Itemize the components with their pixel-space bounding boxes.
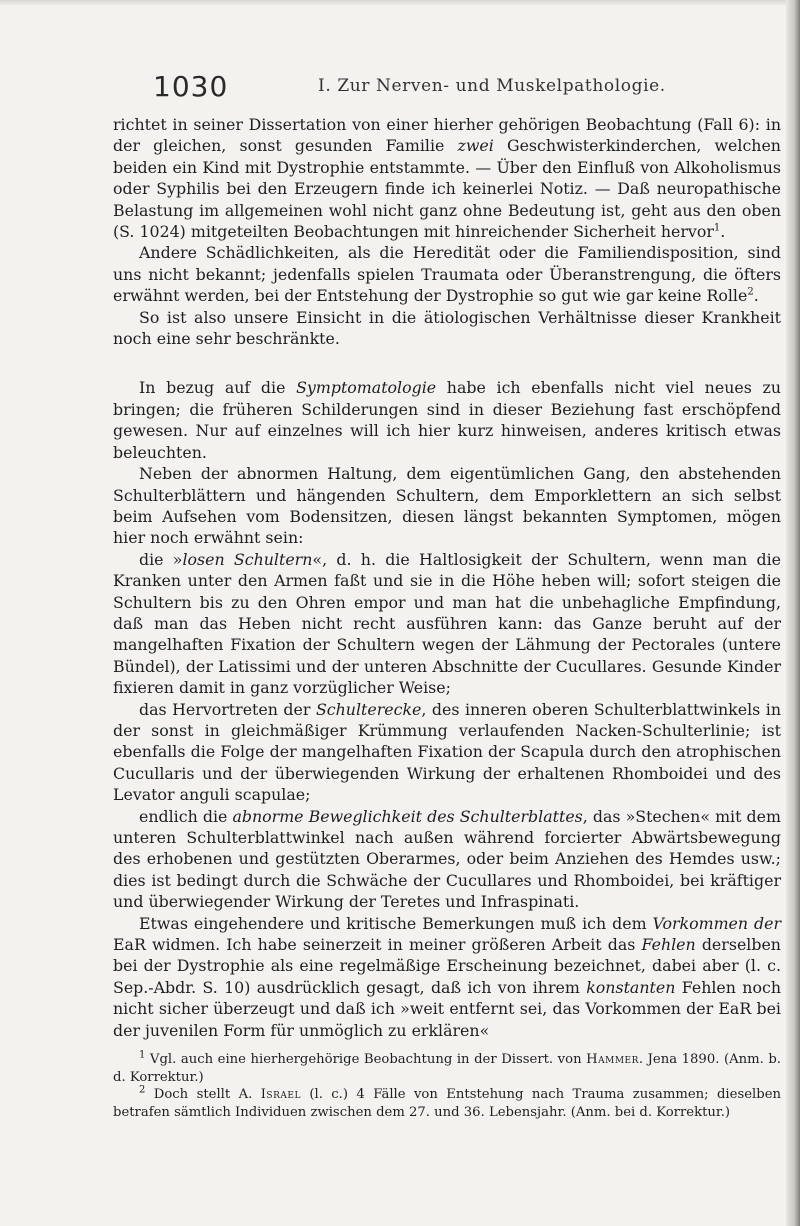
footnote-ref: 2 xyxy=(747,286,754,298)
book-spine-edge xyxy=(786,0,800,1226)
text-run: , des inneren oberen Schulterblattwinkels in der sonst in gleichmäßiger Krümmung verlaufenden Nacken-Schulterlinie; ist ebenfalls die Folge der mangelhaften Fixation der Scapula durch den atrophischen Cucullaris und der überwiegenden Wirkung der erhaltenen Rhomboidei und des Levator anguli scapulae; xyxy=(113,699,781,805)
book-page xyxy=(113,70,781,1121)
text-run: «, d. h. die Haltlosigkeit der Schultern, wenn man die Kranken unter den Armen faßt und sie in die Höhe heben will; sofort steigen die Schultern bis zu den Ohren empor und man hat die unbehagliche Empfindung, daß man das Heben nicht recht ausführen kann: das Ganze beruht auf der mangelhaften Fixation der Schultern wegen der Lähmung der Pectorales (untere Bündel), der Latissimi und der unteren Abschnitte der Cucullares. Gesunde Kinder fixieren damit in ganz vorzüglicher Weise; xyxy=(113,549,781,698)
footnote-2 xyxy=(113,1086,781,1121)
text-run: Geschwisterkinderchen, welchen beiden ein Kind mit Dystrophie entstammte. — Über den Einfluß von Alkoholismus oder Syphilis bei den Erzeugern finde ich keinerlei Notiz. — Daß neuropathische Belastung im allgemeinen wohl nicht ganz ohne Bedeutung ist, geht aus den oben (S. 1024) mitgeteilten Beobachtungen mit hinreichender Sicherheit hervor xyxy=(113,136,781,242)
running-head: I. Zur Nerven- und Muskelpathologie. xyxy=(318,76,666,96)
text-run: habe ich ebenfalls nicht viel neues zu bringen; die früheren Schilderungen sind in dieser Beziehung fast erschöpfend gewesen. Nur auf einzelnes will ich hier kurz hinweisen, anderes kritisch etwas beleuchten. xyxy=(113,378,781,462)
text-run: derselben bei der Dystrophie als eine regelmäßige Erscheinung bezeichnet, dabei aber (l. c. Sep.-Abdr. S. 10) ausdrücklich gesagt, daß ich von ihrem xyxy=(113,935,781,997)
page-top-shadow xyxy=(0,0,800,6)
footnote-mark: 2 xyxy=(139,1084,146,1096)
paragraph-4 xyxy=(113,377,781,463)
text-run: Andere Schädlichkeiten, als die Heredität oder die Familiendisposition, sind uns nicht bekannt; jedenfalls spielen Traumata oder Überanstrengung, die öfters erwähnt werden, bei der Entstehung der Dystrophie so gut wie gar keine Rolle xyxy=(113,243,781,306)
emphasis: Vorkommen der xyxy=(652,913,781,933)
paragraph-3: So ist also unsere Einsicht in die ätiologischen Verhältnisse dieser Krankheit noch eine sehr beschränkte. xyxy=(113,307,781,349)
author-name: Hammer xyxy=(586,1052,639,1068)
footnote-mark: 1 xyxy=(139,1049,146,1061)
emphasis: Schulterecke xyxy=(315,699,422,719)
paragraph-2 xyxy=(113,242,781,306)
section-gap xyxy=(113,349,781,377)
text-run: . xyxy=(720,222,726,242)
emphasis: abnorme Beweglichkeit des Schulterblattes xyxy=(232,806,583,826)
paragraph-8 xyxy=(113,806,781,913)
paragraph-1 xyxy=(113,114,781,242)
page-number: 1030 xyxy=(153,70,229,103)
emphasis: losen Schultern xyxy=(182,549,313,569)
text-run: (l. c.) 4 Fälle von Entstehung nach Trauma zusammen; dieselben betrafen sämtlich Individuen zwischen dem 27. und 36. Lebensjahr. (Anm. bei d. Korrektur.) xyxy=(113,1087,781,1120)
paragraph-6 xyxy=(113,549,781,699)
text-run: EaR widmen. Ich habe seinerzeit in meiner größeren Arbeit das xyxy=(113,935,642,955)
text-run: . Jena 1890. (Anm. b. d. Korrektur.) xyxy=(113,1052,781,1085)
footnotes xyxy=(113,1051,781,1121)
text-run: Vgl. auch eine hierhergehörige Beobachtung in der Dissert. von xyxy=(145,1052,587,1068)
text-run: , das »Stechen« mit dem unteren Schulterblattwinkel nach außen während forcierter Abwärtsbewegung des erhobenen und gestützten Oberarmes, oder beim Anziehen des Hemdes usw.; dies ist bedingt durch die Schwäche der Cucullares und Rhomboidei, bei kräftiger und überwiegender Wirkung der Teretes und Infraspinati. xyxy=(113,806,781,912)
text-run: richtet in seiner Dissertation von einer hierher gehörigen Beobachtung (Fall 6): in der gleichen, sonst gesunden Familie xyxy=(113,115,781,156)
paragraph-5: Neben der abnormen Haltung, dem eigentümlichen Gang, den abstehenden Schulterblättern und hängenden Schultern, dem Emporklettern an sich selbst beim Aufsehen vom Bodensitzen, diesen längst bekannten Symptomen, mögen hier noch erwähnt sein: xyxy=(113,464,781,548)
text-run: Doch stellt A. xyxy=(145,1087,261,1103)
text-run: Fehlen noch nicht sicher überzeugt und daß ich »weit entfernt sei, das Vorkommen der EaR bei der juvenilen Form für unmöglich zu erklären« xyxy=(113,977,782,1040)
emphasis: Fehlen xyxy=(641,935,696,955)
text-run: endlich die xyxy=(139,806,233,826)
paragraph-7 xyxy=(113,699,781,806)
author-name: Israel xyxy=(260,1087,301,1103)
text-run: die » xyxy=(139,549,183,569)
emphasis: zwei xyxy=(457,136,494,156)
emphasis: Symptomatologie xyxy=(296,378,437,398)
text-run: . xyxy=(753,286,759,306)
paragraph-9 xyxy=(113,913,781,1041)
page-header xyxy=(113,70,781,114)
text-run: das Hervortreten der xyxy=(139,699,316,719)
text-run: In bezug auf die xyxy=(139,378,297,398)
body-text xyxy=(113,114,781,1041)
footnote-1 xyxy=(113,1051,781,1086)
emphasis: konstanten xyxy=(586,977,676,997)
footnote-ref: 1 xyxy=(713,222,721,234)
text-run: Etwas eingehendere und kritische Bemerkungen muß ich dem xyxy=(139,913,653,933)
